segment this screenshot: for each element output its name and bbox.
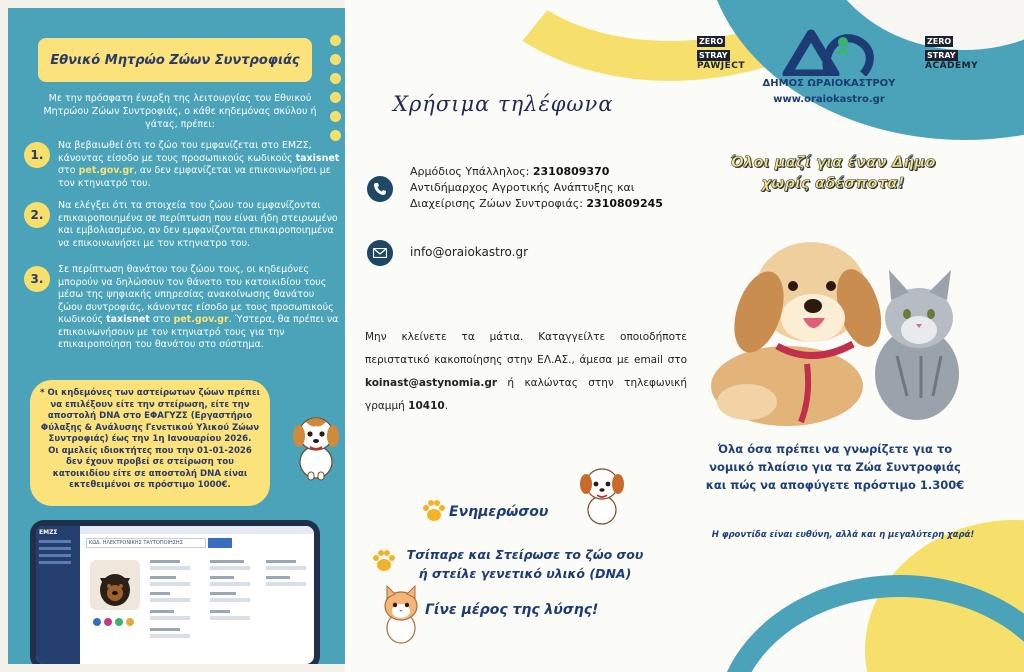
dog-photo-icon — [90, 560, 140, 610]
screen-sidebar: ΕΜΖΣ — [36, 526, 80, 664]
paw-icon — [421, 498, 447, 524]
status-icons — [92, 616, 138, 628]
step-text: Σε περίπτωση θανάτου του ζώου τους, οι κηδεμόνες μπορούν να δηλώσουν τον θάνατο του κατοικιδίου τους μέσω της ψηφιακής υπηρεσίας ανακοίνωσης θανάτου ζώου συντροφιάς, κάνοντας είσοδο με τους προσωπικούς κωδικούς taxisnet στο pet.gov.gr. Ύστερα, θα πρέπει να επικοινωνήσουν με τον κτηνιατρό τους για την επικαιροποίηση του θανάτου στο σύστημα. — [58, 264, 339, 350]
municipality-emblem-icon — [779, 28, 879, 76]
contact-email[interactable]: info@oraiokastro.gr — [410, 245, 529, 259]
step-2 — [24, 200, 340, 250]
step-text: Να βεβαιωθεί ότι το ζώο του εμφανίζεται στο ΕΜΖΣ, κάνοντας είσοδο με τους προσωπικούς κωδικούς taxisnet στο pet.gov.gr, αν δεν εμφανίζεται να επικοινωνήσει με τον κτηνιατρό του. — [58, 140, 340, 189]
step-text: Να ελέγξει ότι τα στοιχεία του ζώου του εμφανίζονται επικαιροποιημένα σε περίπτωση που είναι ήδη στειρωμένο και εμβολιασμένο, αν δεν εμφανίζονται επικαιροποιημένα να επικοινωνήσει με τον κτηνιατρο του. — [58, 200, 338, 249]
step-number: 2. — [24, 202, 50, 228]
dog-and-cat-photo — [707, 226, 971, 426]
legal-framework-heading: Όλα όσα πρέπει να γνωρίζετε για το νομικό πλαίσιο για τα Ζώα Συντροφιάς και πώς να αποφύγετε πρόστιμο 1.300€ — [705, 442, 965, 492]
useful-phones-title: Χρήσιμα τηλέφωνα — [393, 92, 614, 116]
police-number[interactable]: 10410 — [408, 400, 445, 412]
care-tagline: Η φροντίδα είναι ευθύνη, αλλά και η μεγαλύτερη χαρά! — [711, 530, 975, 540]
municipality-logo — [739, 28, 919, 105]
decorative-dots — [330, 35, 342, 149]
deputy-mayor-phone[interactable]: 2310809245 — [586, 197, 663, 210]
screen-main — [80, 526, 314, 664]
registry-intro: Με την πρόσφατη έναρξη της λειτουργίας του Εθνικού Μητρώου Ζώων Συντροφιάς, ο κάθε κηδεμόνας σκύλου ή γάτας, πρέπει: — [43, 93, 317, 130]
phone-contacts: Αρμόδιος Υπάλληλος: 2310809370 Αντιδήμαρχος Αγροτικής Ανάπτυξης και Διαχείρισης Ζώων Συντροφιάς: 2310809245 — [410, 165, 663, 210]
sterilization-note: * Οι κηδεμόνες των αστείρωτων ζώων πρέπει να επιλέξουν είτε την στείρωση, είτε την αποστολή DNA στο ΕΦΑΓΥΖΣ (Εργαστήριο Φύλαξης & Ανάλυσης Γενετικού Υλικού Ζώων Συντροφιάς) έως την 1η Ιανουαρίου 2026. Οι αμελείς ιδιοκτήτες που την 01-01-2026 δεν έχουν προβεί σε στείρωση του κατοικιδίου είτε σε αποστολή DNA είναι εκτεθειμένοι σε πρόστιμο 1000€. — [30, 380, 270, 506]
municipality-url[interactable]: www.oraiokastro.gr — [773, 94, 885, 105]
device-screen — [36, 526, 314, 664]
step-number: 3. — [24, 266, 50, 292]
puppy-illustration-icon — [577, 460, 627, 526]
screen-breadcrumb: ΚΩΔ. ΗΛΕΚΤΡΟΝΙΚΗΣ ΤΑΥΤΟΠΟΙΗΣΗΣ — [86, 538, 206, 548]
phone-icon — [367, 176, 393, 202]
right-panel — [345, 0, 1024, 672]
abuse-report-text: Μην κλείνετε τα μάτια. Καταγγείλτε οποιοδήποτε περιστατικό κακοποίησης στην ΕΛ.ΑΣ., άμεσα με email στο koinast@astynomia.gr ή καλώντας στην τηλεφωνική γραμμή 10410. — [365, 331, 687, 412]
email-icon — [367, 240, 393, 266]
zero-stray-academy-logo: ZERO STRAY ACADEMY — [925, 37, 979, 71]
step-3 — [24, 264, 340, 352]
campaign-slogan: Όλοι μαζί για έναν Δήμο χωρίς αδέσποτα! — [730, 153, 936, 192]
step-1 — [24, 140, 340, 190]
registry-title: Εθνικό Μητρώο Ζώων Συντροφιάς — [38, 38, 312, 82]
pet-registry-screenshot — [30, 520, 320, 664]
decorative-arc — [715, 575, 1024, 672]
cta-get-informed: Ενημερώσου — [449, 504, 549, 520]
police-email[interactable]: koinast@astynomia.gr — [365, 377, 498, 389]
left-panel — [0, 0, 345, 672]
municipality-name: ΔΗΜΟΣ ΩΡΑΙΟΚΑΣΤΡΟΥ — [762, 78, 896, 89]
screen-button — [208, 538, 232, 548]
left-panel-teal — [8, 8, 345, 664]
cta-chip-sterilize: Τσίπαρε και Στείρωσε το ζώο σου ή στείλε γενετικό υλικό (DNA) — [406, 547, 644, 581]
cat-illustration-icon — [375, 582, 427, 644]
step-number: 1. — [24, 142, 50, 168]
cta-be-part-of-solution: Γίνε μέρος της λύσης! — [425, 602, 599, 618]
puppy-illustration-icon — [290, 406, 342, 482]
clerk-phone[interactable]: 2310809370 — [532, 165, 610, 178]
zero-stray-pawject-logo: ZERO STRAY PAWJECT — [697, 37, 745, 71]
